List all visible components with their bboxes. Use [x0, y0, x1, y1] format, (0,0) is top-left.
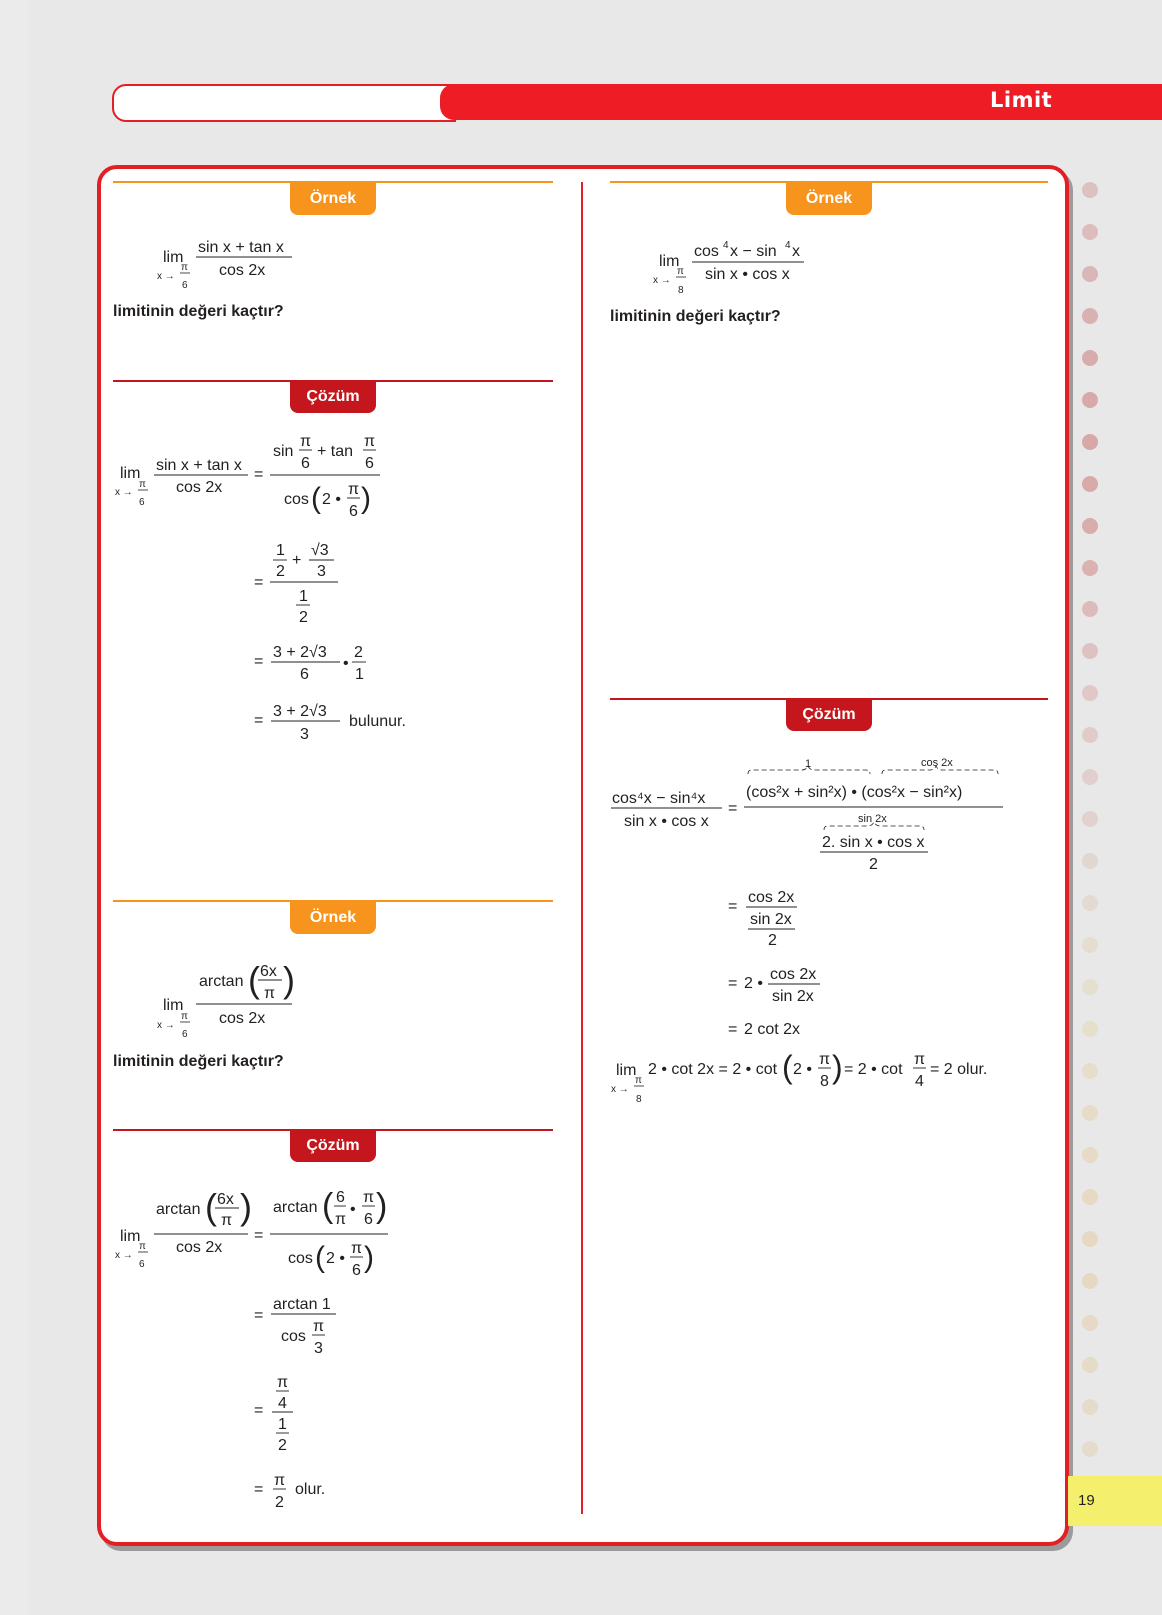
equals: =	[254, 712, 264, 729]
equals: =	[254, 653, 264, 670]
decor-dot	[1082, 224, 1098, 240]
final-part-a: 2 • cot 2x = 2 • cot	[648, 1061, 778, 1078]
pi: π	[221, 1212, 233, 1229]
svg-text:(: (	[248, 959, 260, 1000]
svg-text:): )	[240, 1186, 252, 1227]
lim-text: lim	[120, 465, 141, 482]
pi: π	[313, 1318, 325, 1335]
six-x: 6x	[260, 963, 277, 980]
decor-dot	[1082, 1441, 1098, 1457]
example-label: Örnek	[786, 183, 872, 215]
two-dot: 2 •	[793, 1061, 812, 1078]
lim-sub-den: 6	[182, 1029, 188, 1040]
svg-text:(: (	[782, 1049, 793, 1085]
two: 2	[869, 856, 878, 873]
pi: π	[300, 433, 312, 450]
brace-label-3: sin 2x	[858, 813, 887, 825]
equals: =	[254, 1307, 264, 1324]
example-label: Örnek	[290, 183, 376, 215]
decor-dot	[1082, 518, 1098, 534]
four: 4	[915, 1073, 924, 1090]
lhs-denominator: cos 2x	[176, 479, 223, 496]
cos-text: cos	[694, 243, 719, 260]
two: 2	[275, 1494, 284, 1511]
solution-label: Çözüm	[786, 699, 872, 731]
three: 3	[300, 726, 309, 743]
lim-sub-pi: π	[181, 1011, 188, 1022]
decor-dot	[1082, 979, 1098, 995]
num-x: x	[792, 243, 800, 260]
lim-sub-den: 8	[678, 285, 684, 296]
pi: π	[264, 985, 276, 1002]
six: 6	[364, 1211, 373, 1228]
frac-numerator: 3 + 2√3	[273, 644, 327, 661]
decor-dot	[1082, 476, 1098, 492]
lim-sub: x →	[653, 275, 671, 286]
six: 6	[352, 1262, 361, 1279]
plus-tan: + tan	[317, 443, 354, 460]
times: •	[343, 655, 349, 672]
two-dot: 2 •	[744, 975, 763, 992]
page-number-tab	[1068, 1476, 1162, 1526]
cos-text: cos	[284, 491, 309, 508]
numerator: sin x + tan x	[198, 239, 284, 256]
arctan-one: arctan 1	[273, 1296, 331, 1313]
decor-dot	[1082, 1189, 1098, 1205]
lim-text: lim	[120, 1228, 141, 1245]
num-mid: x − sin	[730, 243, 777, 260]
lim-text: lim	[163, 249, 184, 266]
svg-text:(: (	[311, 482, 321, 515]
decor-dot	[1082, 643, 1098, 659]
arctan-text: arctan	[199, 973, 244, 990]
brace-label-1: 1	[805, 758, 812, 770]
lim-sub: x →	[611, 1084, 629, 1095]
decor-dot	[1082, 1021, 1098, 1037]
pi: π	[819, 1051, 831, 1068]
lim-text: lim	[659, 253, 680, 270]
solution-label: Çözüm	[290, 381, 376, 413]
equals: =	[728, 800, 738, 817]
decor-dot	[1082, 1105, 1098, 1121]
six: 6	[349, 503, 358, 520]
example-3-expression	[653, 240, 804, 296]
question-text: limitinin değeri kaçtır?	[113, 1053, 284, 1070]
times: •	[350, 1201, 356, 1218]
sin-text: sin	[273, 443, 294, 460]
equals: =	[254, 1227, 264, 1244]
svg-text:): )	[283, 959, 295, 1000]
solution-label: Çözüm	[290, 1130, 376, 1162]
pi: π	[364, 433, 376, 450]
sin-2x: sin 2x	[772, 988, 814, 1005]
big-denominator: 2. sin x • cos x	[822, 834, 925, 851]
lim-sub-pi: π	[635, 1075, 642, 1086]
decor-dot	[1082, 853, 1098, 869]
decor-dot	[1082, 1399, 1098, 1415]
pi: π	[335, 1211, 347, 1228]
svg-text:): )	[361, 482, 371, 515]
decor-dot	[1082, 1273, 1098, 1289]
four: 4	[278, 1395, 287, 1412]
decor-dot	[1082, 685, 1098, 701]
lim-sub-pi: π	[139, 479, 146, 490]
decor-dot	[1082, 1063, 1098, 1079]
decor-dot	[1082, 350, 1098, 366]
two: 2	[276, 563, 285, 580]
decor-dot	[1082, 811, 1098, 827]
two: 2	[278, 1437, 287, 1454]
decor-dot	[1082, 1357, 1098, 1373]
cos-text: cos	[288, 1250, 313, 1267]
pi: π	[351, 1240, 363, 1257]
two: 2	[768, 932, 777, 949]
lim-sub: x →	[157, 1020, 175, 1031]
two: 2	[299, 609, 308, 626]
six: 6	[301, 455, 310, 472]
page-number: 19	[1078, 1492, 1095, 1509]
decor-dot	[1082, 308, 1098, 324]
decor-dot	[1082, 769, 1098, 785]
six: 6	[300, 666, 309, 683]
denominator: cos 2x	[176, 1239, 223, 1256]
cos-2x: cos 2x	[770, 966, 817, 983]
solution-3-expression	[611, 757, 1003, 1105]
exponent: 4	[723, 240, 729, 251]
denominator: cos 2x	[219, 1010, 266, 1027]
decor-dot	[1082, 601, 1098, 617]
solution-2-expression	[115, 1186, 388, 1511]
pi: π	[914, 1051, 926, 1068]
denominator: sin x • cos x	[705, 266, 790, 283]
example-1-expression	[157, 239, 292, 291]
six: 6	[336, 1189, 345, 1206]
lim-sub-pi: π	[181, 262, 188, 273]
chapter-title: Limit	[990, 88, 1053, 112]
denominator: cos 2x	[219, 262, 266, 279]
example-label: Örnek	[290, 902, 376, 934]
lim-sub: x →	[157, 271, 175, 282]
result-word: olur.	[295, 1481, 326, 1498]
lim-text: lim	[616, 1062, 637, 1079]
decor-dot	[1082, 392, 1098, 408]
one: 1	[276, 542, 285, 559]
sqrt3: √3	[311, 542, 329, 559]
result-word: bulunur.	[349, 713, 406, 730]
equals: =	[728, 898, 738, 915]
decor-dot	[1082, 182, 1098, 198]
six: 6	[365, 455, 374, 472]
lhs-denominator: sin x • cos x	[624, 813, 709, 830]
cos-2x: cos 2x	[748, 889, 795, 906]
lim-sub-den: 6	[182, 280, 188, 291]
equals: =	[254, 1481, 264, 1498]
final-part-c: = 2 olur.	[930, 1061, 988, 1078]
pi: π	[348, 481, 360, 498]
one: 1	[278, 1416, 287, 1433]
lim-sub-pi: π	[677, 266, 684, 277]
decor-dot	[1082, 1147, 1098, 1163]
equals: =	[728, 1021, 738, 1038]
decor-dot	[1082, 937, 1098, 953]
lim-sub: x →	[115, 487, 133, 498]
lhs-numerator: sin x + tan x	[156, 457, 242, 474]
cos-text: cos	[281, 1328, 306, 1345]
decor-dot	[1082, 895, 1098, 911]
big-numerator: (cos²x + sin²x) • (cos²x − sin²x)	[746, 784, 963, 801]
decor-dot	[1082, 1315, 1098, 1331]
frac-numerator: 3 + 2√3	[273, 703, 327, 720]
lim-sub-den: 6	[139, 497, 145, 508]
two-cot-2x: 2 cot 2x	[744, 1021, 801, 1038]
pi: π	[274, 1472, 286, 1489]
pi: π	[277, 1374, 289, 1391]
question-text: limitinin değeri kaçtır?	[113, 303, 284, 320]
question-text: limitinin değeri kaçtır?	[610, 308, 781, 325]
solution-1-expression	[115, 433, 406, 743]
svg-text:): )	[376, 1187, 388, 1225]
equals: =	[728, 975, 738, 992]
svg-text:): )	[832, 1049, 843, 1085]
three: 3	[314, 1340, 323, 1357]
two-dot: 2 •	[322, 491, 341, 508]
six-x: 6x	[217, 1191, 234, 1208]
svg-text:): )	[364, 1241, 374, 1274]
lim-sub-pi: π	[139, 1241, 146, 1252]
equals: =	[254, 466, 264, 483]
one: 1	[355, 666, 364, 683]
two: 2	[354, 644, 363, 661]
three: 3	[317, 563, 326, 580]
decor-dot	[1082, 727, 1098, 743]
sin-2x: sin 2x	[750, 911, 792, 928]
exponent: 4	[785, 240, 791, 251]
lim-sub-den: 8	[636, 1094, 642, 1105]
brace-label-2: cos 2x	[921, 757, 953, 769]
lim-text: lim	[163, 997, 184, 1014]
two-dot: 2 •	[326, 1250, 345, 1267]
one: 1	[299, 588, 308, 605]
decor-dot	[1082, 1231, 1098, 1247]
lim-sub-den: 6	[139, 1259, 145, 1270]
arctan-text: arctan	[273, 1199, 318, 1216]
svg-text:(: (	[205, 1186, 217, 1227]
svg-text:(: (	[322, 1187, 334, 1225]
final-part-b: = 2 • cot	[844, 1061, 903, 1078]
svg-text:(: (	[315, 1241, 325, 1274]
lhs-numerator: cos⁴x − sin⁴x	[612, 790, 706, 807]
equals: =	[254, 1402, 264, 1419]
example-2-expression	[157, 959, 295, 1040]
decor-dot	[1082, 266, 1098, 282]
lim-sub: x →	[115, 1250, 133, 1261]
equals: =	[254, 574, 264, 591]
decor-dot	[1082, 434, 1098, 450]
arctan-text: arctan	[156, 1201, 201, 1218]
decor-dot	[1082, 560, 1098, 576]
plus: +	[292, 552, 302, 569]
eight: 8	[820, 1073, 829, 1090]
pi: π	[363, 1189, 375, 1206]
